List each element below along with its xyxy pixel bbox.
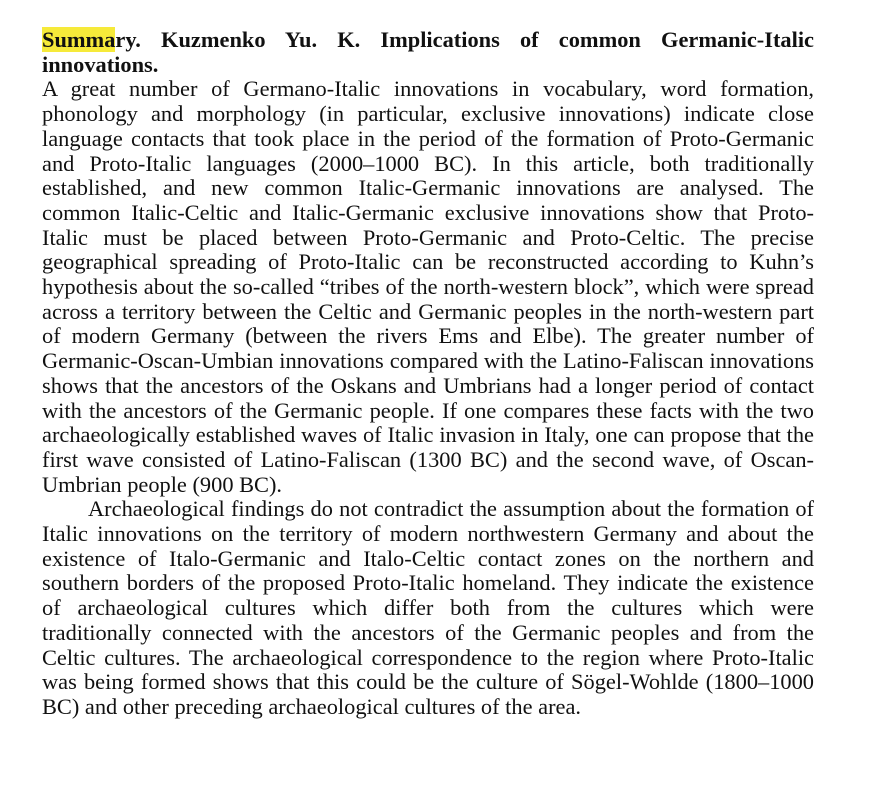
paragraph-1: A great number of Germano-Italic innovations in vocabulary, word formation, phonology and morphology (in particular, exclusive innovations) indicate close language contacts that took place in the period of the formation of Proto-Germanic and Proto-Italic languages (2000–1000 BC). In this article, both traditionally established, and new common Italic-Germanic innovations are analysed. The common Italic-Celtic and Italic-Germanic exclusive innovations show that Proto-Italic must be placed between Proto-Germanic and Proto-Celtic. The precise geographical spreading of Proto-Italic can be reconstructed according to Kuhn’s hypothesis about the so-called “tribes of the north-western block”, which were spread across a territory between the Celtic and Germanic peoples in the north-western part of modern Germany (between the rivers Ems and Elbe). The greater number of Germanic-Oscan-Umbian innovations compared with the Latino-Faliscan innovations shows that the ancestors of the Oskans and Umbrians had a longer period of contact with the ancestors of the Germanic people. If one compares these facts with the two archaeologically established waves of Italic invasion in Italy, one can propose that the first wave consisted of Latino-Faliscan (1300 BC) and the second wave, of Oscan-Umbrian people (900 BC). <box>42 76 814 497</box>
paragraph-2: Archaeological findings do not contradict the assumption about the formation of Italic innovations on the territory of modern northwestern Germany and about the existence of Italo-Germanic and Italo-Celtic contact zones on the northern and southern borders of the proposed Proto-Italic homeland. They indicate the existence of archaeological cultures which differ both from the cultures which were traditionally connected with the ancestors of the Germanic peoples and from the Celtic cultures. The archaeological correspondence to the region where Proto-Italic was being formed shows that this could be the culture of Sögel-Wohlde (1800–1000 BC) and other preceding archaeological cultures of the area. <box>42 496 814 719</box>
highlighted-text: Summa <box>42 27 116 52</box>
document-page <box>42 28 814 720</box>
heading-text: ry. Kuzmenko Yu. K. Implications of common Germanic-Italic innovations. <box>42 27 814 77</box>
summary-heading <box>42 28 814 77</box>
